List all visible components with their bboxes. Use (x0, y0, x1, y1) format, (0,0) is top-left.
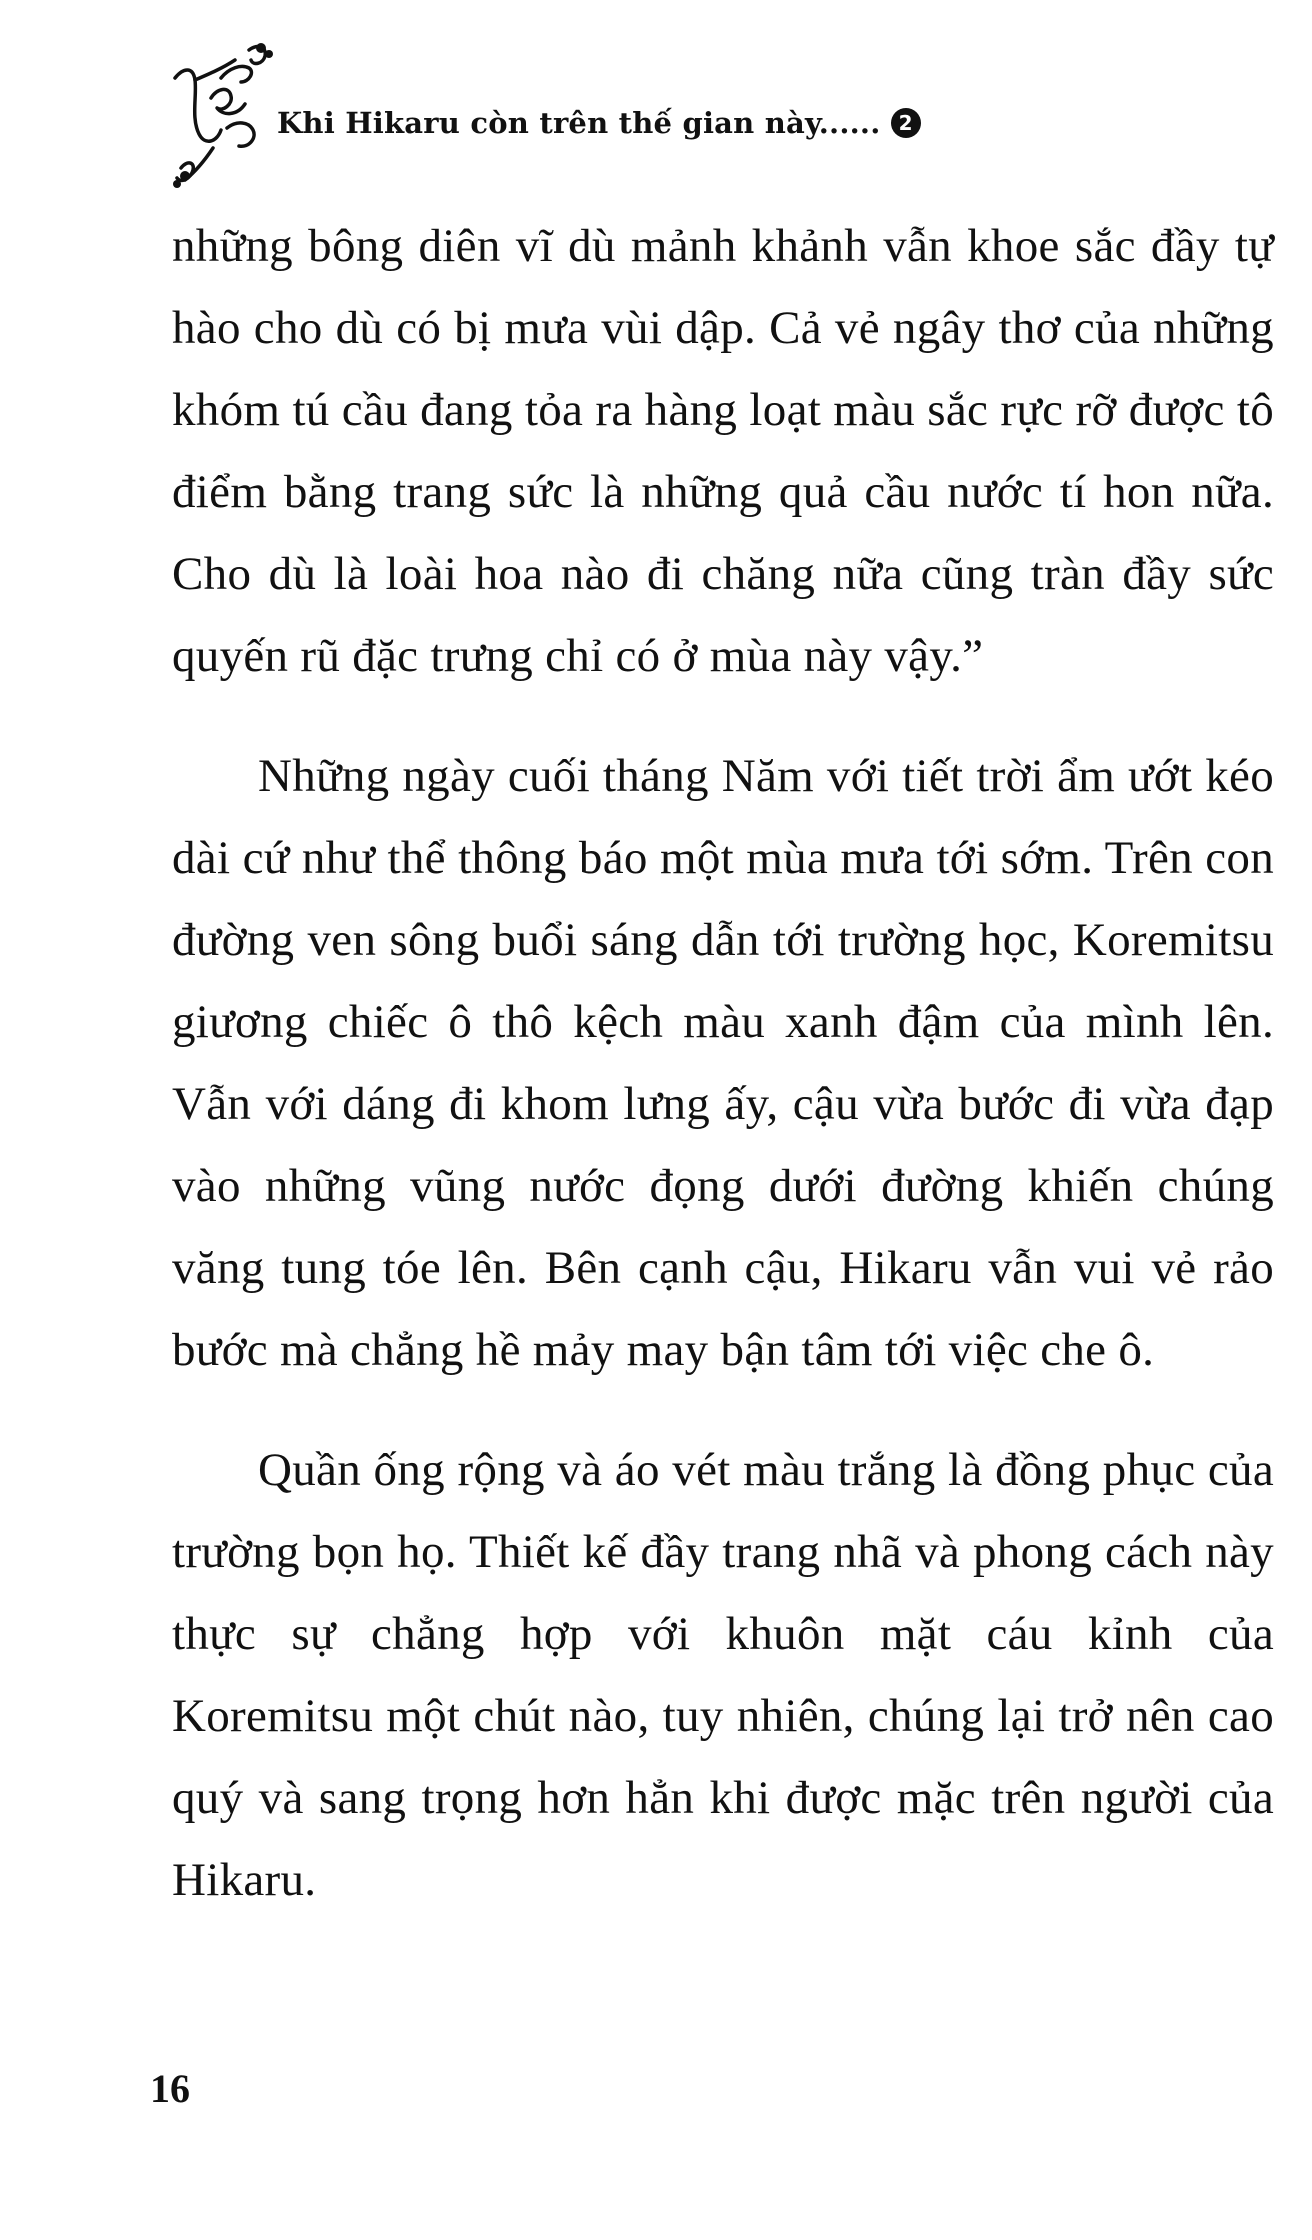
series-logo (165, 38, 285, 198)
paragraph: Quần ống rộng và áo vét màu trắng là đồng phục của trường bọn họ. Thiết kế đầy trang nhã và phong cách này thực sự chẳng hợp với khuôn mặt cáu kỉnh của Koremitsu một chút nào, tuy nhiên, chúng lại trở nên cao quý và sang trọng hơn hẳn khi được mặc trên người của Hikaru. (172, 1444, 1274, 1906)
running-head (277, 106, 921, 140)
running-header (165, 38, 1165, 198)
running-title: Khi Hikaru còn trên thế gian này...... (277, 106, 881, 140)
page-number: 16 (150, 2066, 190, 2111)
paragraph-continued: những bông diên vĩ dù mảnh khảnh vẫn khoe sắc đầy tự hào cho dù có bị mưa vùi dập. Cả vẻ ngây thơ của những khóm tú cầu đang tỏa ra hàng loạt màu sắc rực rỡ được tô điểm bằng trang sức là những quả cầu nước tí hon nữa. Cho dù là loài hoa nào đi chăng nữa cũng tràn đầy sức quyến rũ đặc trưng chỉ có ở mùa này vậy.” (172, 220, 1274, 682)
paragraph: Những ngày cuối tháng Năm với tiết trời ẩm ướt kéo dài cứ như thể thông báo một mùa mưa tới sớm. Trên con đường ven sông buổi sáng dẫn tới trường học, Koremitsu giương chiếc ô thô kệch màu xanh đậm của mình lên. Vẫn với dáng đi khom lưng ấy, cậu vừa bước đi vừa đạp vào những vũng nước đọng dưới đường khiến chúng văng tung tóe lên. Bên cạnh cậu, Hikaru vẫn vui vẻ rảo bước mà chẳng hề mảy may bận tâm tới việc che ô. (172, 750, 1274, 1376)
volume-number-badge: 2 (891, 108, 921, 138)
page-body (172, 205, 1274, 1921)
